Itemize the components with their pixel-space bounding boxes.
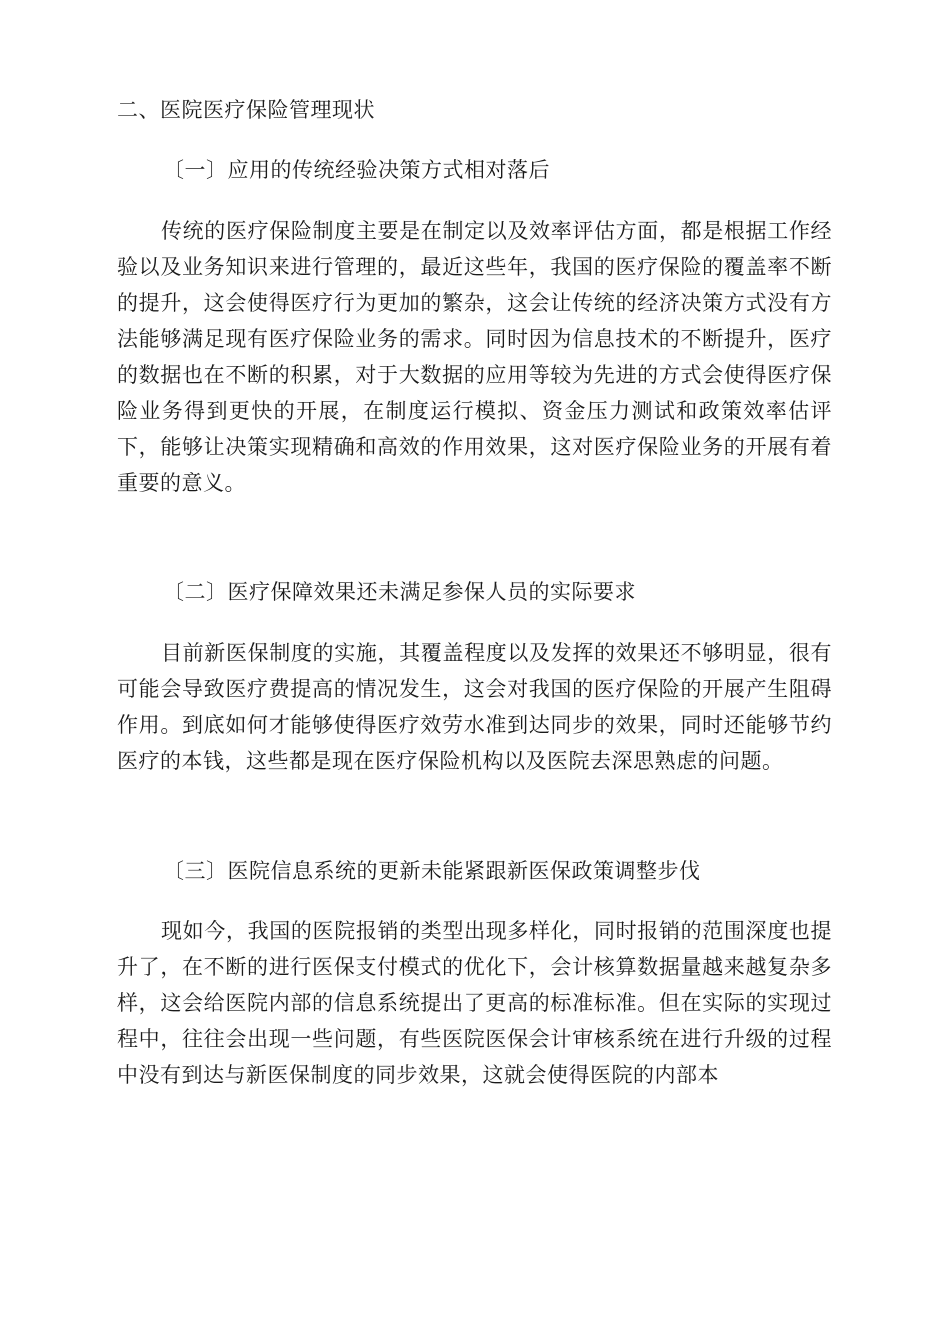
subsection-heading-1: 〔一〕应用的传统经验决策方式相对落后 <box>163 158 550 182</box>
subsection-paragraph-2: 目前新医保制度的实施，其覆盖程度以及发挥的效果还不够明显，很有可能会导致医疗费提高的情况发生，这会对我国的医疗保险的开展产生阻碍作用。到底如何才能够使得医疗效劳水准到达同步的效果，同时还能够节约医疗的本钱，这些都是现在医疗保险机构以及医院去深思熟虑的问题。 <box>117 641 832 773</box>
section-heading: 二、医院医疗保险管理现状 <box>117 98 375 122</box>
subsection-paragraph-1: 传统的医疗保险制度主要是在制定以及效率评估方面，都是根据工作经验以及业务知识来进行管理的，最近这些年，我国的医疗保险的覆盖率不断的提升，这会使得医疗行为更加的繁杂，这会让传统的经济决策方式没有方法能够满足现有医疗保险业务的需求。同时因为信息技术的不断提升，医疗的数据也在不断的积累，对于大数据的应用等较为先进的方式会使得医疗保险业务得到更快的开展，在制度运行模拟、资金压力测试和政策效率估评下，能够让决策实现精确和高效的作用效果，这对医疗保险业务的开展有着重要的意义。 <box>117 219 832 495</box>
subsection-heading-2: 〔二〕医疗保障效果还未满足参保人员的实际要求 <box>163 580 636 604</box>
subsection-heading-3: 〔三〕医院信息系统的更新未能紧跟新医保政策调整步伐 <box>163 859 701 883</box>
subsection-paragraph-3: 现如今，我国的医院报销的类型出现多样化，同时报销的范围深度也提升了，在不断的进行医保支付模式的优化下，会计核算数据量越来越复杂多样，这会给医院内部的信息系统提出了更高的标准标准。但在实际的实现过程中，往往会出现一些问题，有些医院医保会计审核系统在进行升级的过程中没有到达与新医保制度的同步效果，这就会使得医院的内部本 <box>117 919 832 1087</box>
